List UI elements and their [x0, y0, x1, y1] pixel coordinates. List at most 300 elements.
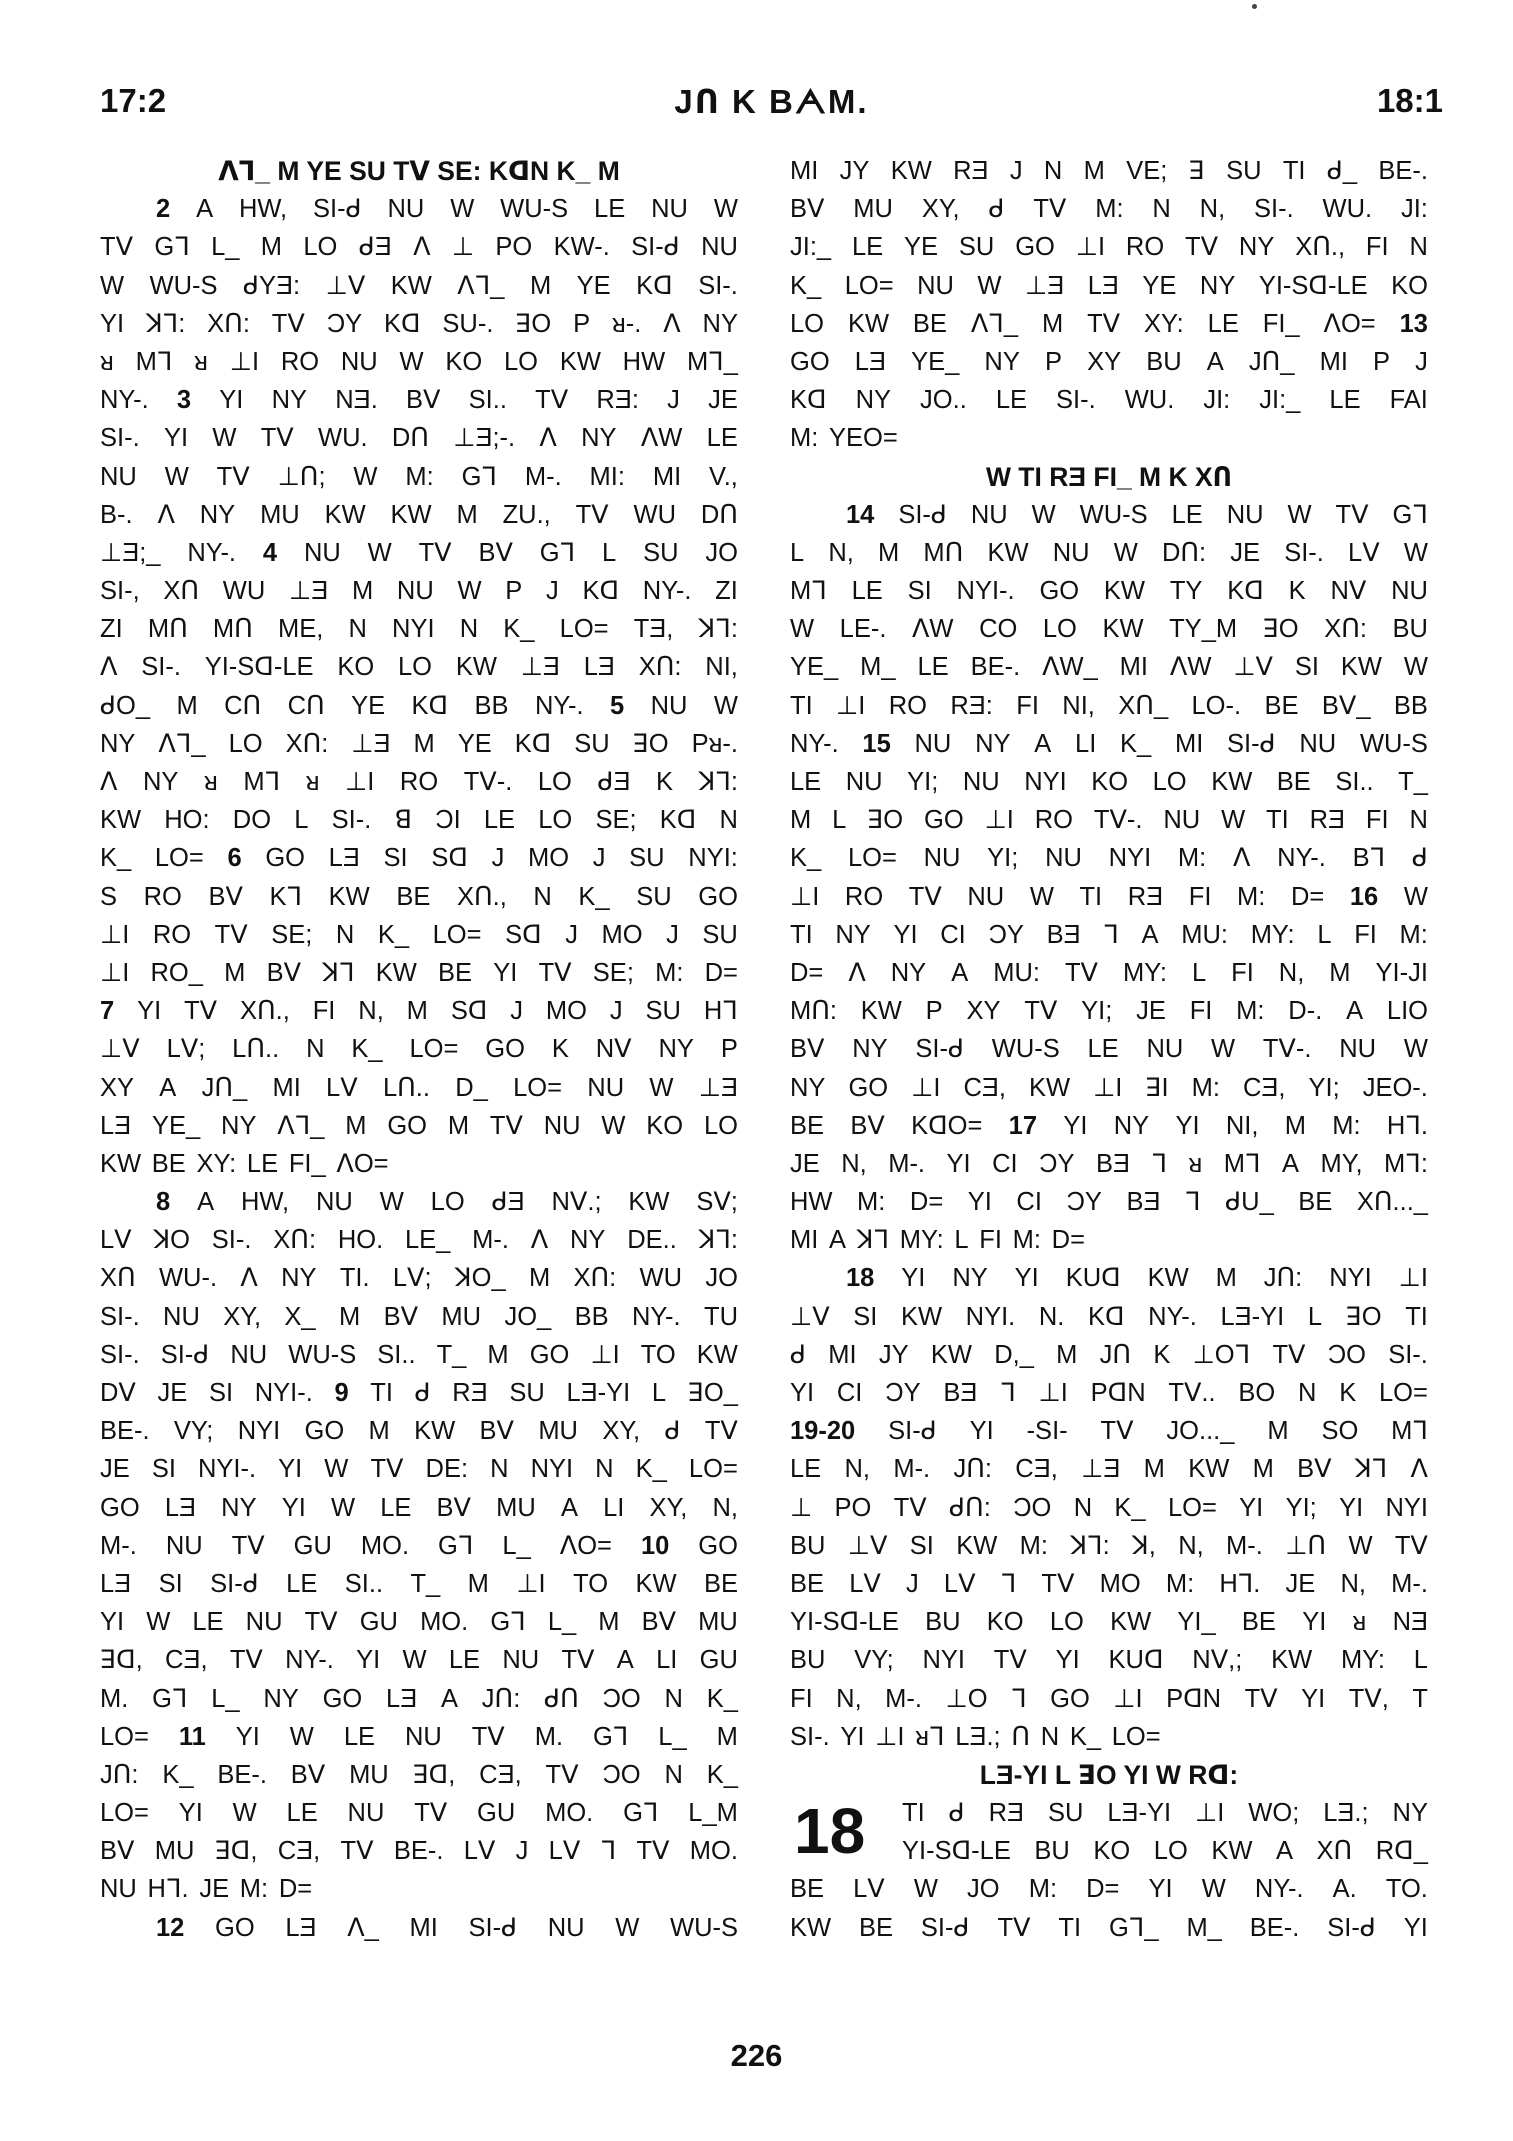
word: LO= [844, 271, 894, 300]
word: JI: [1400, 195, 1428, 224]
word: Nᐯ [595, 1035, 632, 1064]
word: Tᐯ [184, 997, 218, 1026]
word: RO [143, 882, 182, 911]
word: J [666, 920, 679, 949]
word: SI-ᑯ [888, 1417, 937, 1446]
word: WU-S [991, 1035, 1060, 1064]
word: Tᐯ [1185, 233, 1219, 262]
word: L_ [502, 1531, 531, 1560]
word: M [345, 1111, 367, 1140]
word: NU [701, 233, 738, 262]
word: YI; [907, 768, 939, 797]
running-head [100, 82, 1443, 132]
word: ⊥I [790, 882, 820, 911]
paragraph [790, 496, 1428, 1260]
word: KO [1093, 1837, 1131, 1866]
word: ꓱ [1188, 157, 1205, 185]
word: LE [1171, 500, 1203, 529]
word: MI [790, 157, 819, 185]
word: ⊥I [1113, 1684, 1143, 1713]
text-line [100, 1565, 738, 1603]
word: Hᒣ. [1386, 1111, 1428, 1140]
word: A [197, 1188, 215, 1217]
word: M [1215, 1264, 1237, 1293]
word: M-. [1226, 1531, 1263, 1560]
word: XՈ: [285, 729, 329, 758]
word: ᐱᒣ_ [158, 729, 206, 758]
word: N [1298, 1379, 1317, 1408]
word: W [399, 347, 424, 376]
word: Tᐯ [1064, 958, 1098, 987]
word: NY [221, 1493, 257, 1522]
word: M [1252, 1455, 1274, 1484]
word: Bᐯ [436, 1493, 471, 1522]
word: SU-. [442, 309, 494, 338]
chapter-number: 18 [794, 1795, 866, 1868]
word: ⊥Ǝ;-. [453, 424, 516, 453]
verse-number: 5 [610, 691, 625, 720]
text-line [100, 648, 738, 686]
word: Lᐯ [326, 1073, 358, 1102]
text-line [100, 534, 738, 572]
text-line [790, 419, 1428, 457]
word: J [609, 997, 623, 1026]
word: M: [1095, 195, 1124, 224]
word: Gᒣ [461, 462, 497, 491]
word: W [601, 1111, 626, 1140]
text-line [100, 1069, 738, 1107]
word: N, [358, 997, 384, 1026]
word: W [977, 271, 1002, 300]
word: S [100, 882, 118, 911]
text-line [100, 1718, 738, 1756]
word: SI.. [1335, 768, 1374, 797]
word: SI [907, 577, 932, 606]
word: GO [698, 882, 738, 911]
word: YI [278, 1455, 303, 1484]
word: ƆY [885, 1379, 921, 1408]
word: L [1413, 1646, 1428, 1675]
word: GU [477, 1799, 516, 1828]
text-line [790, 878, 1428, 916]
word: W [1031, 500, 1056, 529]
text-line [100, 1794, 738, 1832]
text-line [100, 381, 738, 419]
word: W [1403, 882, 1428, 911]
word: Tᐯ [538, 958, 572, 987]
word: B-. [100, 500, 133, 529]
word: M [1267, 1417, 1289, 1446]
word: -SI- [1026, 1417, 1068, 1446]
word: Gᒣ [592, 1722, 629, 1751]
word: KW-. [553, 233, 610, 262]
word: NY [835, 920, 871, 949]
text-line [790, 1183, 1428, 1221]
word: J [546, 577, 559, 606]
word: LE [448, 1646, 481, 1675]
word: NU [923, 844, 961, 873]
word: NY [790, 1073, 826, 1102]
word: VY; [173, 1417, 214, 1446]
word: CƎ, [165, 1646, 208, 1675]
verse-number: 4 [262, 538, 278, 567]
text-line [902, 1832, 1428, 1870]
verse-number: 19-20 [790, 1417, 856, 1446]
word: LO= [1111, 1722, 1161, 1751]
word: ᐱᒣ_ [457, 271, 505, 300]
word: NY [221, 1111, 257, 1140]
word: NY [570, 1226, 606, 1255]
word: YI [100, 309, 125, 338]
word: NY-. [1277, 844, 1326, 873]
word: NY-. [534, 691, 584, 720]
word: ꓘᒣ [322, 958, 355, 987]
word: RO [152, 920, 192, 949]
word: Mᒣ [790, 577, 827, 606]
word: W [1348, 1531, 1373, 1560]
word: K [551, 1035, 569, 1064]
word: CI [836, 1379, 863, 1408]
word: WU-S [670, 1913, 738, 1942]
word: MO. [545, 1799, 594, 1828]
word: ⊥ᐯ [325, 271, 366, 300]
word: M [351, 577, 374, 606]
word: A [1141, 920, 1159, 949]
word: NU [163, 1302, 200, 1331]
word: WU-. [158, 1264, 218, 1293]
word: XY, [649, 1493, 688, 1522]
word: M [529, 271, 552, 300]
word: ᑯ [414, 1379, 431, 1408]
word: P [573, 309, 591, 338]
word: ꓱI [1145, 1073, 1169, 1102]
text-line [100, 610, 738, 648]
word: M [456, 500, 478, 529]
word: L [790, 538, 805, 567]
word: ᒣ [1185, 1188, 1201, 1217]
word: WU. [318, 424, 368, 453]
word: ᒣ [1000, 1379, 1016, 1408]
word: ᐱᒣ_ [277, 1111, 325, 1140]
word: Lᐯ [463, 1837, 496, 1866]
word: J [592, 844, 606, 873]
word: NY [281, 1264, 317, 1293]
paragraph [790, 152, 1428, 458]
word: WU-S [1359, 729, 1428, 758]
word: RƎ: [950, 691, 993, 720]
word: Nᐯ [1330, 577, 1367, 606]
word: Ո [1011, 1722, 1031, 1751]
word: XY, [921, 195, 960, 224]
word: NYI [392, 615, 435, 644]
word: ᐱ [100, 653, 118, 682]
word: KO [986, 1608, 1024, 1637]
word: ᴚ [305, 768, 320, 797]
word: Sᗡ [431, 844, 468, 873]
word: L_M [688, 1799, 738, 1828]
word: ⊥Ǝ [289, 577, 329, 606]
word: ᐱO= [1323, 309, 1376, 338]
word: MY, [1320, 1149, 1363, 1178]
word: X_ [284, 1302, 316, 1331]
word: RO [399, 768, 439, 797]
word: BE [1298, 1188, 1333, 1217]
word: W [1211, 1035, 1236, 1064]
word: W [450, 195, 475, 224]
text-line [100, 992, 738, 1030]
text-line [100, 190, 738, 228]
word: A [951, 958, 969, 987]
text-line [100, 1756, 738, 1794]
word: XՈ..._ [1356, 1188, 1428, 1217]
word: Bᐯ [790, 195, 825, 224]
word: M-. [524, 462, 562, 491]
word: FI [1016, 691, 1039, 720]
word: N [533, 882, 552, 911]
running-head-right: 18:1 [1376, 82, 1443, 119]
word: FI [1189, 997, 1213, 1026]
paragraph [100, 1909, 738, 1947]
word: BE-. [393, 1837, 444, 1866]
word: Tᐯ [1033, 195, 1067, 224]
word: NY [1238, 233, 1275, 262]
word: J [515, 1837, 529, 1866]
word: ⊥I [229, 347, 260, 376]
word: ⊥ [451, 233, 475, 262]
word: LE [1329, 386, 1361, 415]
word: NU [340, 347, 378, 376]
word: LE_ [404, 1226, 451, 1255]
word: ᑯ [664, 1417, 681, 1446]
word: ᴚ-. [611, 309, 642, 338]
word: Tᐯ [418, 538, 452, 567]
word: LƎ [386, 1684, 418, 1713]
word: M-. [893, 1455, 931, 1484]
word: SE; [271, 920, 313, 949]
word: K_ [578, 882, 610, 911]
word: SI-. [1254, 195, 1294, 224]
word: RƎ [1309, 806, 1346, 835]
word: JՈ: [1263, 1264, 1303, 1293]
word: PᗡN [1090, 1379, 1146, 1408]
word: KUᗡ [1065, 1264, 1121, 1293]
word: T_ [410, 1569, 441, 1598]
word: YI [219, 386, 244, 415]
word: A [1275, 1837, 1293, 1866]
word: Sᗡ [505, 920, 542, 949]
text-line [790, 190, 1428, 228]
word: M: [1165, 1569, 1195, 1598]
word: J [1009, 157, 1023, 185]
word: M [406, 997, 428, 1026]
word: Tᐯ [1394, 1531, 1428, 1560]
word: TU [704, 1302, 738, 1331]
word: NU [303, 538, 341, 567]
word: KW [1110, 1608, 1152, 1637]
word: YI; [1308, 1073, 1340, 1102]
word: LO= [100, 1799, 149, 1828]
word: NU [967, 882, 1005, 911]
word: ⊥Ǝ [698, 1073, 738, 1102]
word: SU [509, 1379, 545, 1408]
word: M: [790, 424, 819, 453]
word: ⊥I [1075, 233, 1106, 262]
word: ᐱ [530, 1226, 549, 1255]
word: PᗡN [1166, 1684, 1222, 1713]
word: L_ [211, 1684, 240, 1713]
word: BE [151, 1149, 186, 1178]
word: SI-. [211, 1226, 252, 1255]
word: LE [380, 1493, 412, 1522]
word: M [260, 233, 283, 262]
word: Tᐯ [893, 1493, 927, 1522]
word: BE [1241, 1608, 1276, 1637]
word: CI [992, 1149, 1018, 1178]
word: ƆY [326, 309, 363, 338]
word: BU [790, 1646, 826, 1675]
word: SI [383, 844, 408, 873]
word: MO [1099, 1569, 1141, 1598]
word: ꓱO [1262, 615, 1299, 644]
word: ꓱᗡ, [100, 1646, 143, 1675]
word: LI [656, 1646, 678, 1675]
text-line [790, 1489, 1428, 1527]
word: HW [790, 1188, 833, 1217]
word: SU [629, 844, 665, 873]
text-line [790, 1107, 1428, 1145]
word: ᐱ [663, 309, 681, 338]
word: ꓘᒣ [856, 1226, 890, 1255]
word: NU [547, 1913, 585, 1942]
text-line [790, 1374, 1428, 1412]
text-line [790, 648, 1428, 686]
word: JE [790, 1149, 820, 1178]
word: K_ [377, 920, 410, 949]
word: ᑯYƎ: [243, 271, 301, 300]
word: L_ [547, 1608, 577, 1637]
word: L [832, 806, 847, 835]
word: WO; [1248, 1799, 1300, 1828]
word: D-. [1288, 997, 1323, 1026]
word: BE-. [1378, 157, 1428, 185]
word: BE [396, 882, 431, 911]
word: Tᐯ [545, 1760, 579, 1789]
text-line [790, 1412, 1428, 1450]
word: LƎ [328, 844, 360, 873]
word: MY: [899, 1226, 944, 1255]
word: GO [215, 1913, 255, 1942]
word: D= [909, 1188, 944, 1217]
word: W [289, 1722, 314, 1751]
word: N [1409, 233, 1428, 262]
word: Gᒣ [152, 1684, 188, 1713]
word: N [719, 806, 738, 835]
word: GO [322, 1684, 363, 1713]
word: MI: [589, 462, 625, 491]
word: BƎ [943, 1379, 978, 1408]
word: SU [1047, 1799, 1084, 1828]
word: K_ [1069, 1722, 1102, 1751]
word: KW [1188, 1455, 1230, 1484]
text-line [790, 1909, 1428, 1947]
text-line [790, 916, 1428, 954]
word: XՈ: [638, 653, 682, 682]
word: ⊥O [945, 1684, 988, 1713]
word: Nᐯ,; [1192, 1646, 1243, 1675]
word: SI [1294, 653, 1319, 682]
word: A. [1332, 1875, 1357, 1904]
word: KW [900, 1302, 943, 1331]
verse-number: 12 [156, 1913, 185, 1942]
word: LE [995, 386, 1028, 415]
word: ᐱW_ [1042, 653, 1098, 682]
word: TI [1405, 1302, 1428, 1331]
word: D= [704, 958, 738, 987]
word: M: [1399, 920, 1428, 949]
word: ⊥ᐯ [1233, 653, 1273, 682]
word: LIO [1386, 997, 1428, 1026]
word: M [1284, 1111, 1306, 1140]
word: NU [1299, 729, 1337, 758]
word: A [829, 1226, 847, 1255]
word: L [602, 538, 617, 567]
word: KO [1091, 768, 1129, 797]
word: BB [574, 1302, 609, 1331]
text-line [100, 496, 738, 534]
word: J [1415, 347, 1428, 376]
word: BE-. [217, 1760, 267, 1789]
word: ᐱO= [336, 1149, 389, 1178]
word: ⊥I [590, 1340, 620, 1369]
word: GU [293, 1531, 332, 1560]
word: NY [143, 768, 179, 797]
text-line [100, 1145, 738, 1183]
word: L [954, 1226, 969, 1255]
word: Tᐯ-. [1093, 806, 1143, 835]
text-line [790, 1069, 1428, 1107]
word: Bᐯ [100, 1837, 135, 1866]
word: XՈ_ [1118, 691, 1169, 720]
word: NYI [1385, 1493, 1428, 1522]
word: ᒣ [1103, 920, 1119, 949]
word: W [379, 1188, 404, 1217]
word: SI-. [790, 1722, 830, 1751]
word: D,_ [994, 1340, 1034, 1369]
word: M [368, 1417, 390, 1446]
text-line [100, 228, 738, 266]
word: MI [652, 462, 682, 491]
word: LE [851, 577, 883, 606]
word: KW [1271, 1646, 1313, 1675]
word: Tᐯ, [1348, 1684, 1389, 1713]
word: P [505, 577, 523, 606]
word: Kᗡ [1087, 1302, 1125, 1331]
word: NU [1045, 844, 1082, 873]
word: RƎ [452, 1379, 488, 1408]
word: NU [845, 768, 883, 797]
word: Bᐯ [383, 1302, 419, 1331]
word: Bᐯ [1297, 1455, 1332, 1484]
word: NY [1199, 271, 1236, 300]
word: MՈ [923, 538, 964, 567]
text-line [100, 1374, 738, 1412]
word: NU [914, 729, 952, 758]
word: NU [1339, 1035, 1377, 1064]
word: GU [359, 1608, 398, 1637]
word: ƆY [1066, 1188, 1102, 1217]
word: LO [303, 233, 338, 262]
word: GO [924, 806, 964, 835]
